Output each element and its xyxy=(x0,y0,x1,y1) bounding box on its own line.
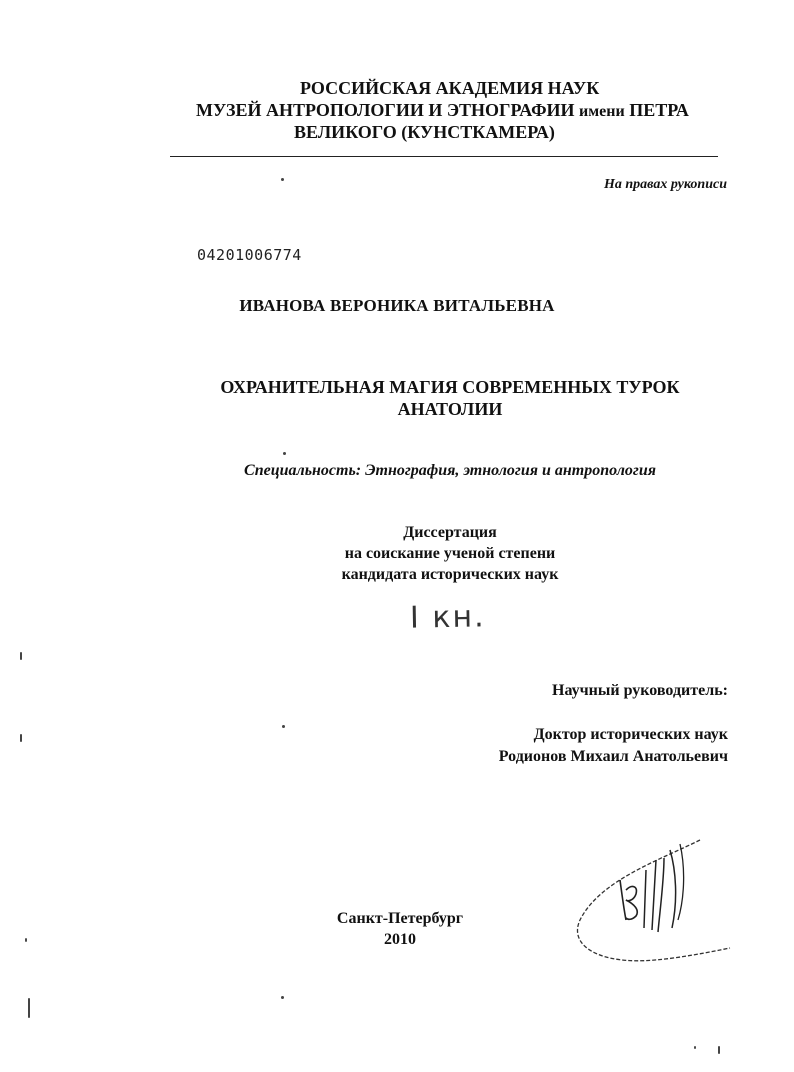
supervisor-degree: Доктор исторических наук xyxy=(533,726,728,743)
scan-speck xyxy=(20,652,22,660)
degree-statement xyxy=(180,522,720,585)
degree-line-1: Диссертация xyxy=(403,524,497,541)
title-line-2: АНАТОЛИИ xyxy=(397,399,503,419)
city: Санкт-Петербург xyxy=(336,910,464,927)
supervisor-name: Родионов Михаил Анатольевич xyxy=(498,748,728,765)
degree-line-3: кандидата исторических наук xyxy=(341,566,559,583)
scan-speck xyxy=(281,178,284,181)
header-museum xyxy=(196,100,689,122)
scan-speck xyxy=(694,1046,696,1049)
scan-speck xyxy=(718,1046,720,1054)
author-name: ИВАНОВА ВЕРОНИКА ВИТАЛЬЕВНА xyxy=(239,296,555,315)
catalog-code: 04201006774 xyxy=(197,246,302,264)
scan-speck xyxy=(282,725,285,728)
header-line-2c: ПЕТРА xyxy=(629,100,689,120)
specialty: Специальность: Этнография, этнология и антропология xyxy=(244,462,656,479)
header-line-2b: имени xyxy=(579,103,625,120)
supervisor-label: Научный руководитель: xyxy=(552,682,728,699)
handwritten-note: I кн. xyxy=(409,599,486,636)
scan-speck xyxy=(25,938,27,942)
manuscript-note: На правах рукописи xyxy=(604,177,727,192)
header-line-2a: МУЗЕЙ АНТРОПОЛОГИИ И ЭТНОГРАФИИ xyxy=(196,100,575,120)
scan-speck xyxy=(20,734,22,742)
header-line-3: ВЕЛИКОГО (КУНСТКАМЕРА) xyxy=(294,122,555,142)
header-academy xyxy=(300,78,599,98)
signature-icon xyxy=(560,820,740,980)
degree-line-2: на соискание ученой степени xyxy=(344,545,556,562)
year: 2010 xyxy=(384,931,416,948)
dissertation-title xyxy=(180,376,720,420)
scan-speck xyxy=(283,452,286,455)
title-line-1: ОХРАНИТЕЛЬНАЯ МАГИЯ СОВРЕМЕННЫХ ТУРОК xyxy=(220,377,680,397)
header-kunstkamera xyxy=(294,122,555,142)
header-line-1: РОССИЙСКАЯ АКАДЕМИЯ НАУК xyxy=(300,78,600,98)
place-year xyxy=(280,908,520,950)
scan-speck xyxy=(28,998,30,1018)
scan-speck xyxy=(281,996,284,999)
header-divider xyxy=(170,156,718,157)
supervisor-info xyxy=(499,724,728,768)
